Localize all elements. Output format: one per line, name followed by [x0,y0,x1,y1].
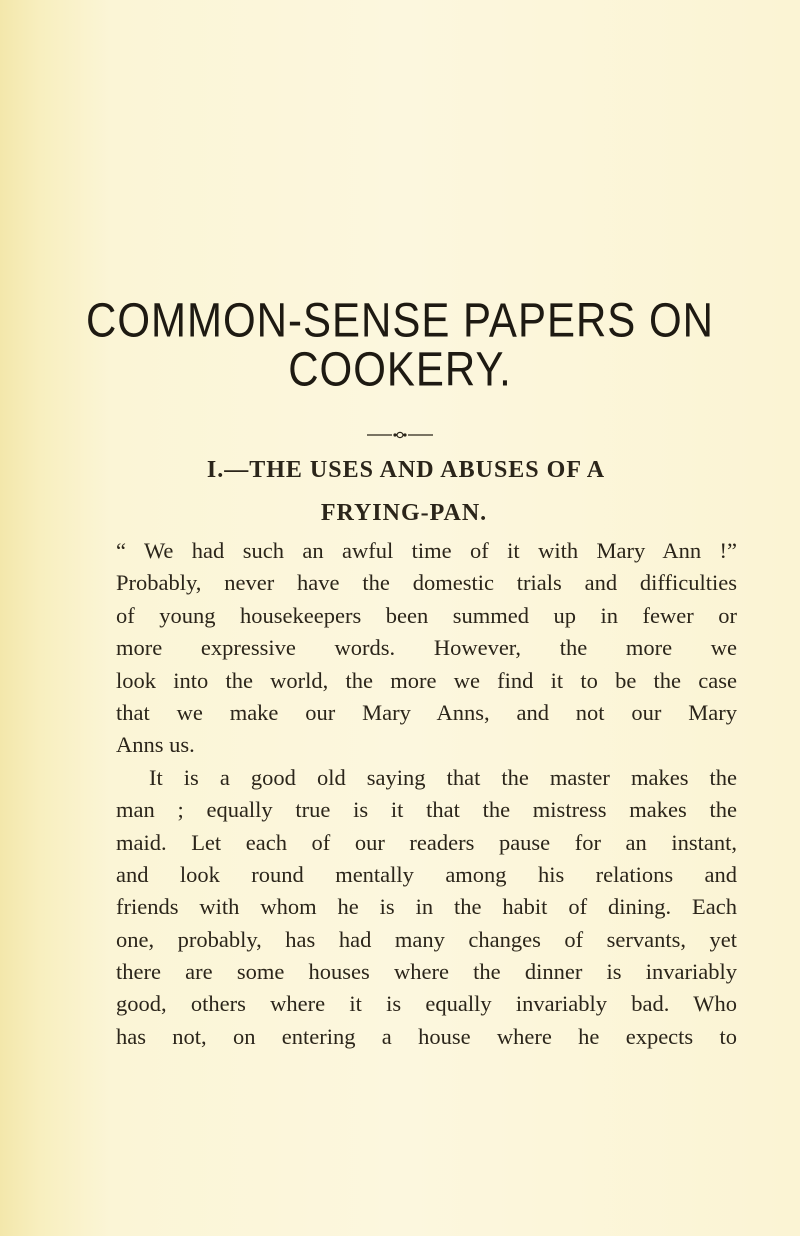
page-title-line-1: COMMON-SENSE PAPERS ON [86,292,714,347]
text-line: man ; equally true is it that the mistress makes the [116,797,737,823]
text-line: maid. Let each of our readers pause for an instant, [116,829,737,855]
text-line: of young housekeepers been summed up in fewer or [116,602,737,628]
paragraph-1 [116,535,737,762]
text-line: that we make our Mary Anns, and not our Mary [116,699,737,725]
text-line: there are some houses where the dinner is invariably [116,959,737,985]
body-text [116,535,737,1053]
page-title-line-2: COOKERY. [288,341,512,396]
text-line: has not, on entering a house where he expects to [116,1023,737,1049]
ornament-divider [367,431,433,439]
text-line: good, others where it is equally invariably bad. Who [116,991,737,1017]
chapter-heading-line-1: I.—THE USES AND ABUSES OF A [206,457,606,483]
text-line: one, probably, has had many changes of servants, yet [116,926,737,952]
text-line: It is a good old saying that the master makes the [149,764,737,790]
text-line: friends with whom he is in the habit of dining. Each [116,894,737,920]
paragraph-2 [116,762,737,1054]
text-line: look into the world, the more we find it to be the case [116,667,737,693]
text-line: Anns us. [116,732,195,758]
chapter-heading-line-2: FRYING-PAN. [320,500,488,526]
text-line: Probably, never have the domestic trials and difficulties [116,570,737,596]
text-line: “ We had such an awful time of it with Mary Ann !” [116,538,737,563]
text-line: and look round mentally among his relations and [116,861,737,887]
text-line: more expressive words. However, the more we [116,635,737,661]
